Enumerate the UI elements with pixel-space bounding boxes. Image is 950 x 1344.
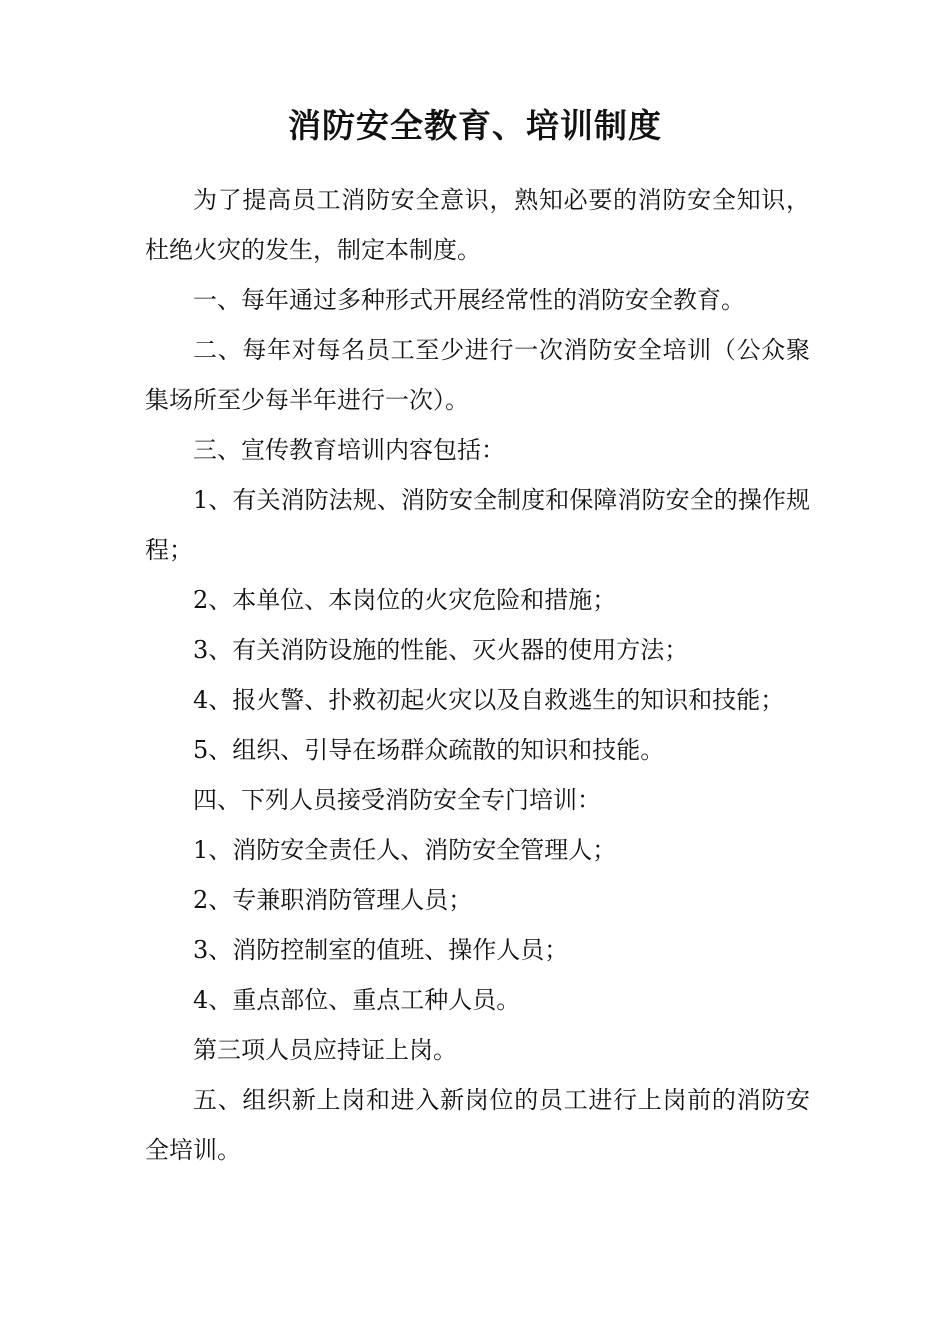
paragraph-item-4-2: 2、专兼职消防管理人员； bbox=[193, 886, 473, 914]
document-title: 消防安全教育、培训制度 bbox=[288, 106, 662, 145]
paragraph-item-3-5: 5、组织、引导在场群众疏散的知识和技能。 bbox=[193, 736, 665, 764]
paragraph-item-3-4: 4、报火警、扑救初起火灾以及自救逃生的知识和技能； bbox=[193, 686, 785, 714]
document-body bbox=[145, 175, 810, 1175]
paragraph-item-3-3: 3、有关消防设施的性能、灭火器的使用方法； bbox=[193, 636, 689, 664]
paragraph-item-4-1: 1、消防安全责任人、消防安全管理人； bbox=[193, 836, 617, 864]
paragraph-item-3-2: 2、本单位、本岗位的火灾危险和措施； bbox=[193, 586, 617, 614]
paragraph-item-3: 三、宣传教育培训内容包括： bbox=[193, 436, 505, 464]
paragraph-intro: 为了提高员工消防安全意识，熟知必要的消防安全知识，杜绝火灾的发生，制定本制度。 bbox=[145, 186, 810, 264]
paragraph-item-4-3: 3、消防控制室的值班、操作人员； bbox=[193, 936, 569, 964]
paragraph-note: 第三项人员应持证上岗。 bbox=[193, 1036, 457, 1064]
paragraph-item-5: 五、组织新上岗和进入新岗位的员工进行上岗前的消防安全培训。 bbox=[145, 1086, 810, 1164]
paragraph-item-1: 一、每年通过多种形式开展经常性的消防安全教育。 bbox=[193, 286, 745, 314]
paragraph-item-4-4: 4、重点部位、重点工种人员。 bbox=[193, 986, 521, 1014]
paragraph-item-3-1: 1、有关消防法规、消防安全制度和保障消防安全的操作规程； bbox=[145, 486, 810, 564]
paragraph-item-2: 二、每年对每名员工至少进行一次消防安全培训（公众聚集场所至少每半年进行一次）。 bbox=[145, 336, 810, 414]
paragraph-item-4: 四、下列人员接受消防安全专门培训： bbox=[193, 786, 601, 814]
